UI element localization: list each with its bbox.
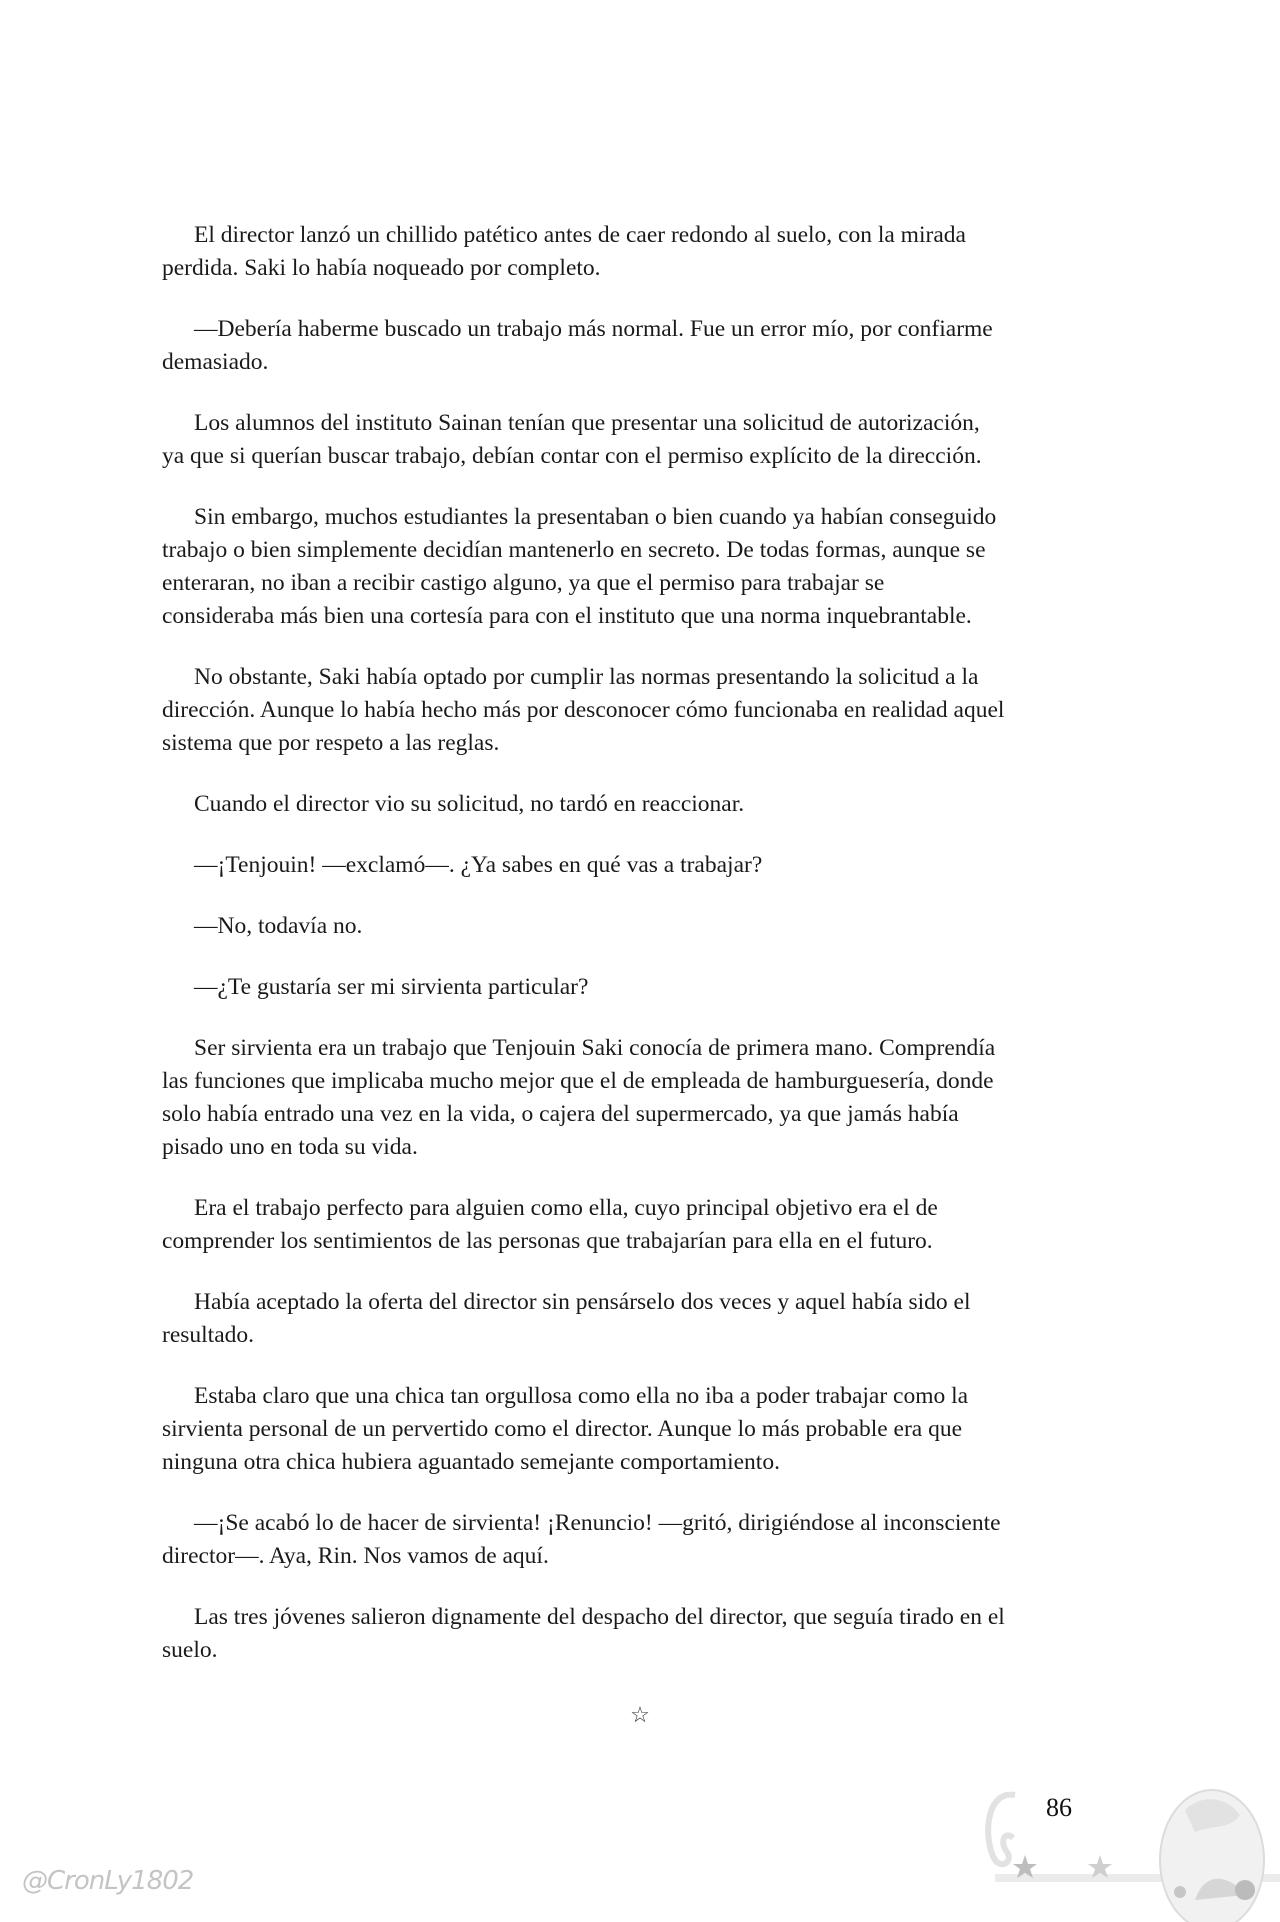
text-line: director—. Aya, Rin. Nos vamos de aquí. xyxy=(162,1543,549,1569)
text-line: pisado uno en toda su vida. xyxy=(162,1134,418,1160)
text-line: sistema que por respeto a las reglas. xyxy=(162,730,500,756)
text-line: Las tres jóvenes salieron dignamente del despacho del director, que seguía tirado en el xyxy=(194,1604,1005,1630)
paragraph xyxy=(162,313,1122,379)
paragraph xyxy=(162,407,1122,473)
text-line: demasiado. xyxy=(162,349,269,375)
text-line: dirección. Aunque lo había hecho más por desconocer cómo funcionaba en realidad aquel xyxy=(162,697,1005,723)
text-line: trabajo o bien simplemente decidían mantenerlo en secreto. De todas formas, aunque se xyxy=(162,537,986,563)
text-line: las funciones que implicaba mucho mejor que el de empleada de hamburguesería, donde xyxy=(162,1068,994,1094)
text-line: ninguna otra chica hubiera aguantado semejante comportamiento. xyxy=(162,1449,780,1475)
text-line: Era el trabajo perfecto para alguien como ella, cuyo principal objetivo era el de xyxy=(194,1195,938,1221)
text-line: consideraba más bien una cortesía para con el instituto que una norma inquebrantable. xyxy=(162,603,972,629)
text-line: suelo. xyxy=(162,1637,218,1663)
text-line: solo había entrado una vez en la vida, o cajera del supermercado, ya que jamás había xyxy=(162,1101,959,1127)
text-line: No obstante, Saki había optado por cumplir las normas presentando la solicitud a la xyxy=(194,664,979,690)
text-line: Estaba claro que una chica tan orgullosa como ella no iba a poder trabajar como la xyxy=(194,1383,969,1409)
page-number: 86 xyxy=(1046,1793,1072,1822)
page-ornament-moon-icon xyxy=(955,1770,1280,1922)
paragraph xyxy=(162,849,1122,882)
text-line: —¡Se acabó lo de hacer de sirvienta! ¡Renuncio! —gritó, dirigiéndose al inconsciente xyxy=(194,1510,1001,1536)
text-line: sirvienta personal de un pervertido como el director. Aunque lo más probable era que xyxy=(162,1416,963,1442)
text-line: ya que si querían buscar trabajo, debían contar con el permiso explícito de la dirección. xyxy=(162,443,982,469)
text-line: Ser sirvienta era un trabajo que Tenjouin Saki conocía de primera mano. Comprendía xyxy=(194,1035,996,1061)
paragraph xyxy=(162,1507,1122,1573)
text-line: Había aceptado la oferta del director sin pensárselo dos veces y aquel había sido el xyxy=(194,1289,971,1315)
paragraph xyxy=(162,971,1122,1004)
paragraph xyxy=(162,1192,1122,1258)
text-line: enteraran, no iban a recibir castigo alguno, ya que el permiso para trabajar se xyxy=(162,570,885,596)
text-line: resultado. xyxy=(162,1322,255,1348)
text-line: comprender los sentimientos de las personas que trabajarían para ella en el futuro. xyxy=(162,1228,933,1254)
watermark: @CronLy1802 xyxy=(22,1866,194,1896)
text-line: El director lanzó un chillido patético antes de caer redondo al suelo, con la mirada xyxy=(194,222,966,248)
text-line: Sin embargo, muchos estudiantes la presentaban o bien cuando ya habían conseguido xyxy=(194,504,997,530)
text-line: Los alumnos del instituto Sainan tenían que presentar una solicitud de autorización, xyxy=(194,410,980,436)
paragraph xyxy=(162,1032,1122,1164)
text-line: —Debería haberme buscado un trabajo más normal. Fue un error mío, por confiarme xyxy=(194,316,993,342)
text-line: —No, todavía no. xyxy=(194,913,363,939)
paragraph xyxy=(162,501,1122,633)
paragraph xyxy=(162,219,1122,285)
scene-break-star-icon: ☆ xyxy=(630,1702,650,1727)
text-line: perdida. Saki lo había noqueado por completo. xyxy=(162,255,601,281)
text-line: —¡Tenjouin! —exclamó—. ¿Ya sabes en qué vas a trabajar? xyxy=(194,852,763,878)
paragraph xyxy=(162,910,1122,943)
paragraph xyxy=(162,1286,1122,1352)
paragraph xyxy=(162,661,1122,760)
paragraph xyxy=(162,788,1122,821)
body-text xyxy=(162,219,1122,1695)
text-line: Cuando el director vio su solicitud, no tardó en reaccionar. xyxy=(194,791,745,817)
paragraph xyxy=(162,1601,1122,1667)
paragraph xyxy=(162,1380,1122,1479)
text-line: —¿Te gustaría ser mi sirvienta particular? xyxy=(194,974,589,1000)
